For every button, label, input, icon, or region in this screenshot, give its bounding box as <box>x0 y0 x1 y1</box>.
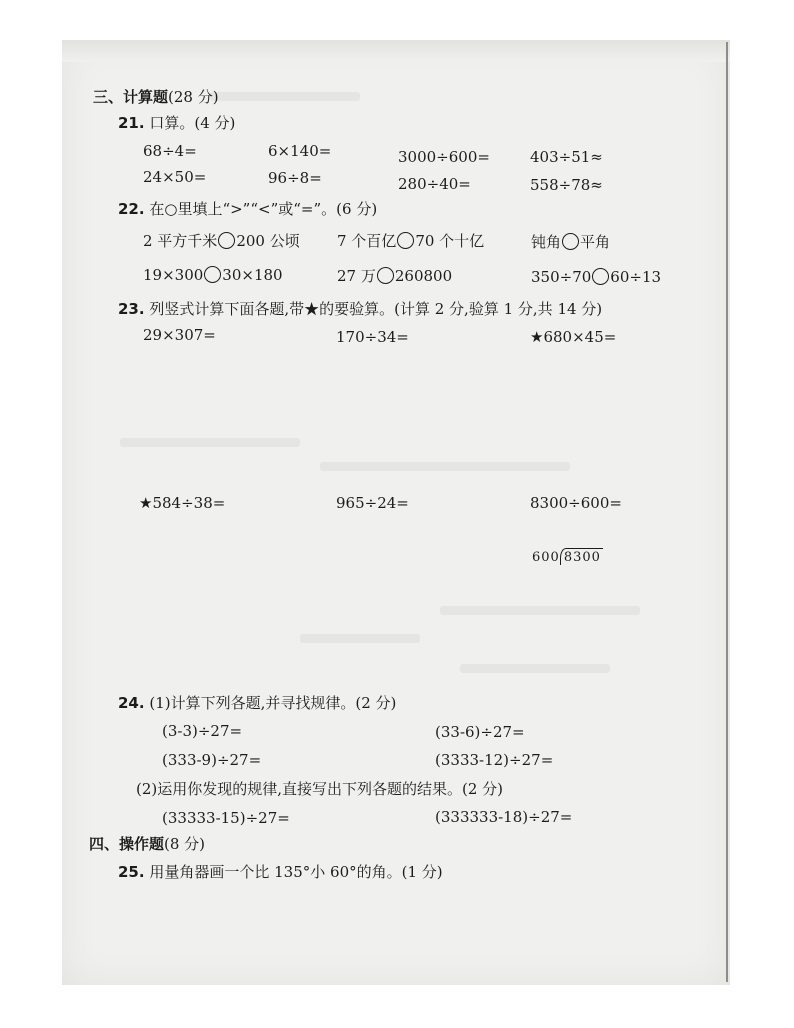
q21-item: 68÷4= <box>143 142 197 160</box>
q22-compare-item <box>531 268 661 286</box>
bleed-through-mark <box>210 92 360 101</box>
answer-circle[interactable] <box>397 232 414 249</box>
q22-right: 30×180 <box>222 266 283 284</box>
q25-number: 25. <box>118 863 145 881</box>
answer-circle[interactable] <box>562 233 579 250</box>
q22-left: 7 个百亿 <box>337 232 397 250</box>
q24-number: 24. <box>118 694 145 712</box>
bleed-through-mark <box>440 606 640 615</box>
q21-stem-line <box>118 114 235 132</box>
section-3-heading <box>93 88 219 106</box>
q22-right: 200 公顷 <box>236 232 300 250</box>
section-3-score: (28 分) <box>168 88 219 106</box>
q22-right: 70 个十亿 <box>415 232 485 250</box>
q21-item: 3000÷600= <box>398 148 490 166</box>
section-4-score: (8 分) <box>164 835 206 853</box>
q22-stem-line <box>118 200 377 218</box>
page-edge-line <box>726 42 728 982</box>
q21-stem: 口算。(4 分) <box>149 114 236 132</box>
section-3-title: 三、计算题 <box>93 88 169 106</box>
q22-compare-item <box>143 232 300 250</box>
q24-part2: (2)运用你发现的规律,直接写出下列各题的结果。(2 分) <box>136 780 504 798</box>
q22-compare-item <box>337 267 452 285</box>
q21-item: 403÷51≈ <box>530 148 603 166</box>
q24-item: (33333-15)÷27= <box>162 809 290 827</box>
q22-left: 27 万 <box>337 267 376 285</box>
q24-item: (33-6)÷27= <box>435 723 525 741</box>
q21-number: 21. <box>118 114 145 132</box>
q21-item: 96÷8= <box>268 169 322 187</box>
work-divisor: 600 <box>532 550 560 565</box>
bleed-through-mark <box>460 664 610 673</box>
q23-item: 8300÷600= <box>530 494 622 512</box>
q21-item: 6×140= <box>268 142 332 160</box>
q23-number: 23. <box>118 300 145 318</box>
q24-item: (333-9)÷27= <box>162 751 262 769</box>
q25-stem: 用量角器画一个比 135°小 60°的角。(1 分) <box>149 863 443 881</box>
q22-left: 19×300 <box>143 266 204 284</box>
long-division-work <box>532 548 603 565</box>
q22-right: 平角 <box>580 233 611 251</box>
q21-item: 280÷40= <box>398 175 471 193</box>
q24-part1: (1)计算下列各题,并寻找规律。(2 分) <box>149 694 397 712</box>
q24-stem-line <box>118 694 396 712</box>
answer-circle[interactable] <box>218 232 235 249</box>
q22-number: 22. <box>118 200 145 218</box>
q22-left: 2 平方千米 <box>143 232 218 250</box>
q23-item: 965÷24= <box>336 494 409 512</box>
q24-item: (333333-18)÷27= <box>435 808 573 826</box>
sheet-top-shadow <box>62 40 730 62</box>
bleed-through-mark <box>120 438 300 447</box>
q23-item: ★680×45= <box>530 328 617 346</box>
q24-item: (3333-12)÷27= <box>435 751 554 769</box>
section-4-heading <box>89 835 205 853</box>
q21-item: 558÷78≈ <box>530 176 603 194</box>
section-4-title: 四、操作题 <box>89 835 165 853</box>
q23-item: 170÷34= <box>336 328 409 346</box>
q22-compare-item <box>337 232 484 250</box>
q23-stem-line <box>118 300 602 318</box>
answer-circle[interactable] <box>592 268 609 285</box>
q22-left: 350÷70 <box>531 268 592 286</box>
q22-right: 60÷13 <box>610 268 662 286</box>
q23-item: 29×307= <box>143 326 216 344</box>
q23-item: ★584÷38= <box>139 494 226 512</box>
work-dividend: 8300 <box>560 548 603 565</box>
q22-compare-item <box>531 233 610 251</box>
q21-item: 24×50= <box>143 168 207 186</box>
q22-compare-item <box>143 266 283 284</box>
q23-stem: 列竖式计算下面各题,带★的要验算。(计算 2 分,验算 1 分,共 14 分) <box>149 300 603 318</box>
answer-circle[interactable] <box>377 267 394 284</box>
q24-item: (3-3)÷27= <box>162 722 243 740</box>
q22-left: 钝角 <box>531 233 562 251</box>
q25-stem-line <box>118 863 443 881</box>
q22-stem: 在○里填上“>”“<”或“=”。(6 分) <box>149 200 378 218</box>
q22-right: 260800 <box>394 267 453 285</box>
answer-circle[interactable] <box>204 266 221 283</box>
bleed-through-mark <box>300 634 420 643</box>
bleed-through-mark <box>320 462 570 471</box>
